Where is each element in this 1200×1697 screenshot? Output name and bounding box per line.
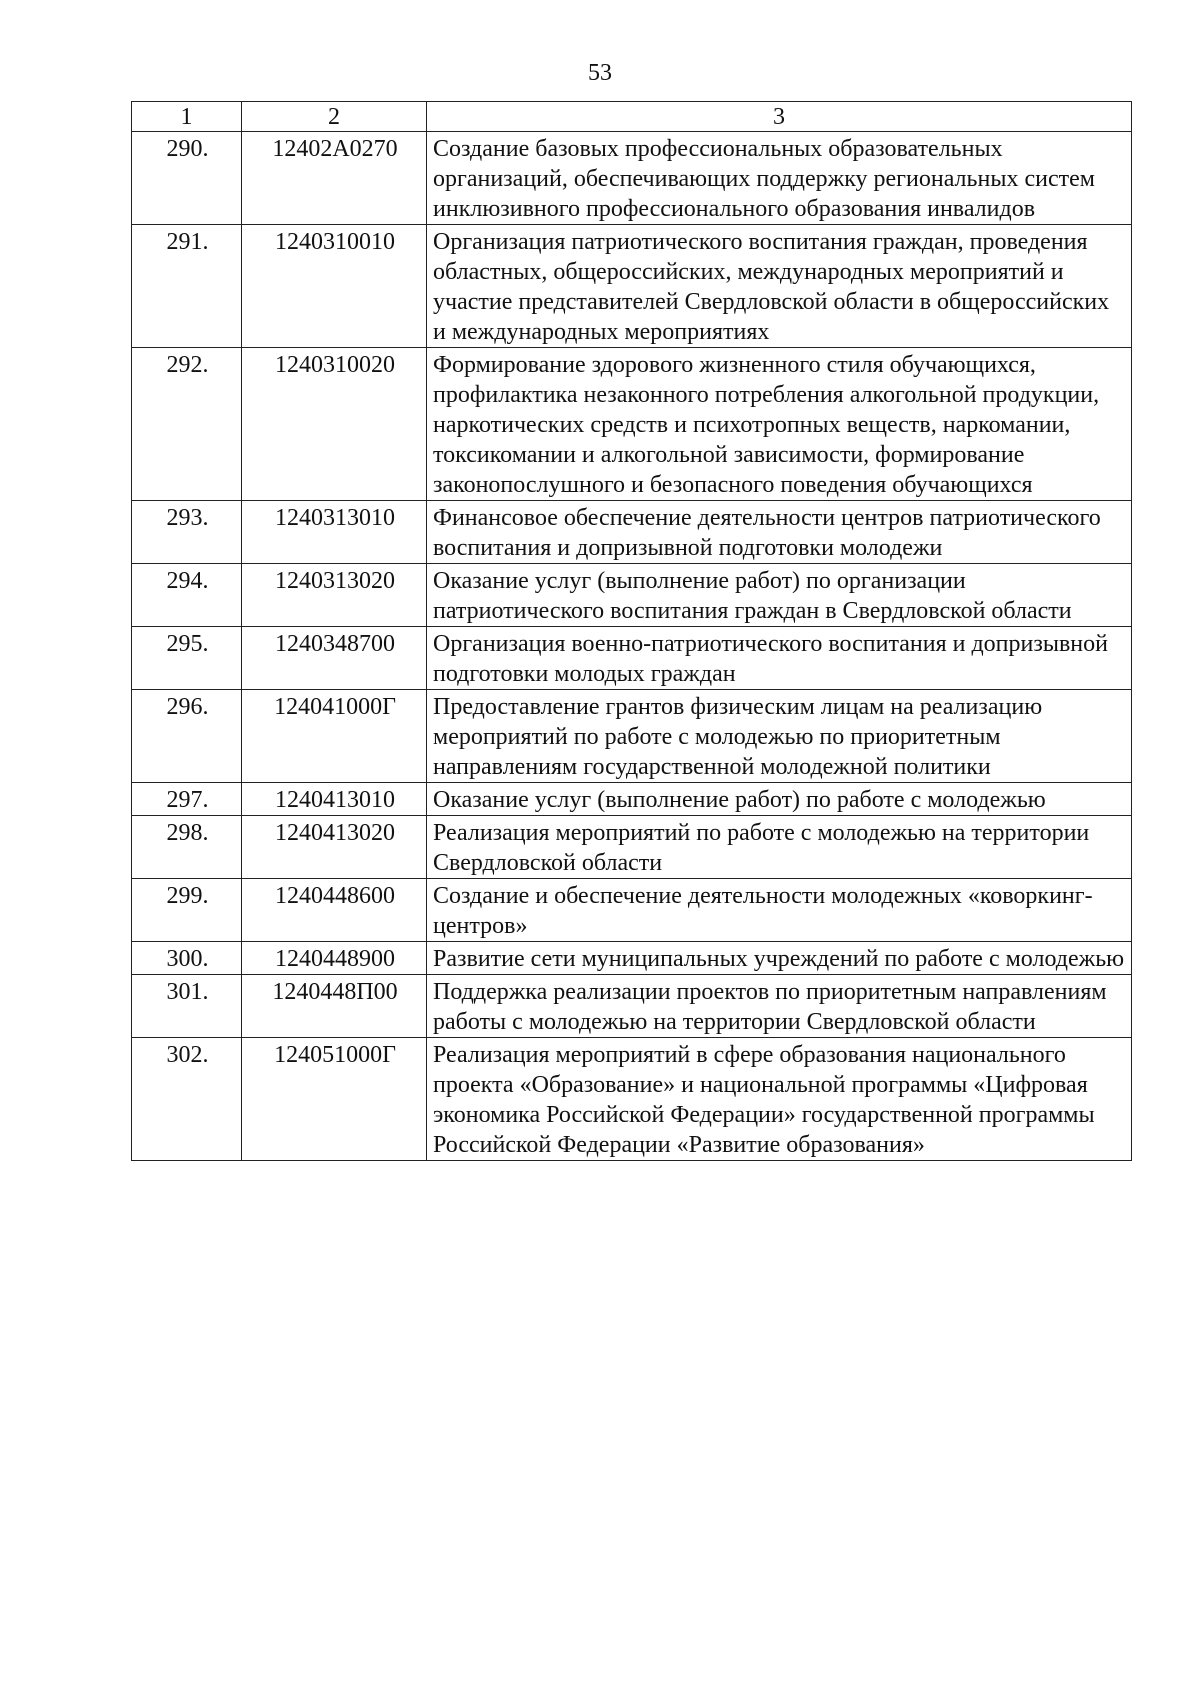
row-number-cell: 302. xyxy=(132,1038,242,1161)
table-row xyxy=(132,225,1132,348)
code-cell: 1240310020 xyxy=(242,348,427,501)
row-number-cell: 299. xyxy=(132,879,242,942)
description-cell: Реализация мероприятий по работе с молодежью на территории Свердловской области xyxy=(427,816,1132,879)
row-number-cell: 296. xyxy=(132,690,242,783)
description-cell: Создание и обеспечение деятельности молодежных «коворкинг-центров» xyxy=(427,879,1132,942)
code-cell: 1240313010 xyxy=(242,501,427,564)
table-row xyxy=(132,879,1132,942)
code-cell: 1240413010 xyxy=(242,783,427,816)
table-row xyxy=(132,783,1132,816)
code-cell: 1240413020 xyxy=(242,816,427,879)
table-row xyxy=(132,348,1132,501)
table-row xyxy=(132,564,1132,627)
description-cell: Формирование здорового жизненного стиля обучающихся, профилактика незаконного потребления алкогольной продукции, наркотических средств и психотропных веществ, наркомании, токсикомании и алкогольной зависимости, формирование законопослушного и безопасного поведения обучающихся xyxy=(427,348,1132,501)
table-header-row xyxy=(132,102,1132,132)
column-header-description: 3 xyxy=(427,102,1132,132)
row-number-cell: 300. xyxy=(132,942,242,975)
code-table xyxy=(131,101,1132,1161)
code-cell: 1240448900 xyxy=(242,942,427,975)
code-cell: 1240448П00 xyxy=(242,975,427,1038)
table-row xyxy=(132,132,1132,225)
description-cell: Организация патриотического воспитания граждан, проведения областных, общероссийских, международных мероприятий и участие представителей Свердловской области в общероссийских и международных мероприятиях xyxy=(427,225,1132,348)
description-cell: Оказание услуг (выполнение работ) по организации патриотического воспитания граждан в Свердловской области xyxy=(427,564,1132,627)
table-row xyxy=(132,627,1132,690)
table-row xyxy=(132,1038,1132,1161)
code-cell: 124051000Г xyxy=(242,1038,427,1161)
column-header-code: 2 xyxy=(242,102,427,132)
row-number-cell: 292. xyxy=(132,348,242,501)
description-cell: Поддержка реализации проектов по приоритетным направлениям работы с молодежью на территории Свердловской области xyxy=(427,975,1132,1038)
table-row xyxy=(132,942,1132,975)
description-cell: Финансовое обеспечение деятельности центров патриотического воспитания и допризывной подготовки молодежи xyxy=(427,501,1132,564)
table-row xyxy=(132,816,1132,879)
description-cell: Организация военно-патриотического воспитания и допризывной подготовки молодых граждан xyxy=(427,627,1132,690)
page-number: 53 xyxy=(588,60,612,86)
description-cell: Развитие сети муниципальных учреждений по работе с молодежью xyxy=(427,942,1132,975)
row-number-cell: 294. xyxy=(132,564,242,627)
row-number-cell: 297. xyxy=(132,783,242,816)
code-cell: 1240310010 xyxy=(242,225,427,348)
code-cell: 1240348700 xyxy=(242,627,427,690)
description-cell: Оказание услуг (выполнение работ) по работе с молодежью xyxy=(427,783,1132,816)
row-number-cell: 301. xyxy=(132,975,242,1038)
row-number-cell: 295. xyxy=(132,627,242,690)
table-row xyxy=(132,501,1132,564)
code-cell: 1240448600 xyxy=(242,879,427,942)
description-cell: Предоставление грантов физическим лицам на реализацию мероприятий по работе с молодежью по приоритетным направлениям государственной молодежной политики xyxy=(427,690,1132,783)
column-header-number: 1 xyxy=(132,102,242,132)
table-row xyxy=(132,690,1132,783)
row-number-cell: 290. xyxy=(132,132,242,225)
description-cell: Создание базовых профессиональных образовательных организаций, обеспечивающих поддержку региональных систем инклюзивного профессионального образования инвалидов xyxy=(427,132,1132,225)
code-cell: 12402А0270 xyxy=(242,132,427,225)
code-cell: 124041000Г xyxy=(242,690,427,783)
table-row xyxy=(132,975,1132,1038)
code-cell: 1240313020 xyxy=(242,564,427,627)
row-number-cell: 291. xyxy=(132,225,242,348)
row-number-cell: 298. xyxy=(132,816,242,879)
description-cell: Реализация мероприятий в сфере образования национального проекта «Образование» и национальной программы «Цифровая экономика Российской Федерации» государственной программы Российской Федерации «Развитие образования» xyxy=(427,1038,1132,1161)
row-number-cell: 293. xyxy=(132,501,242,564)
